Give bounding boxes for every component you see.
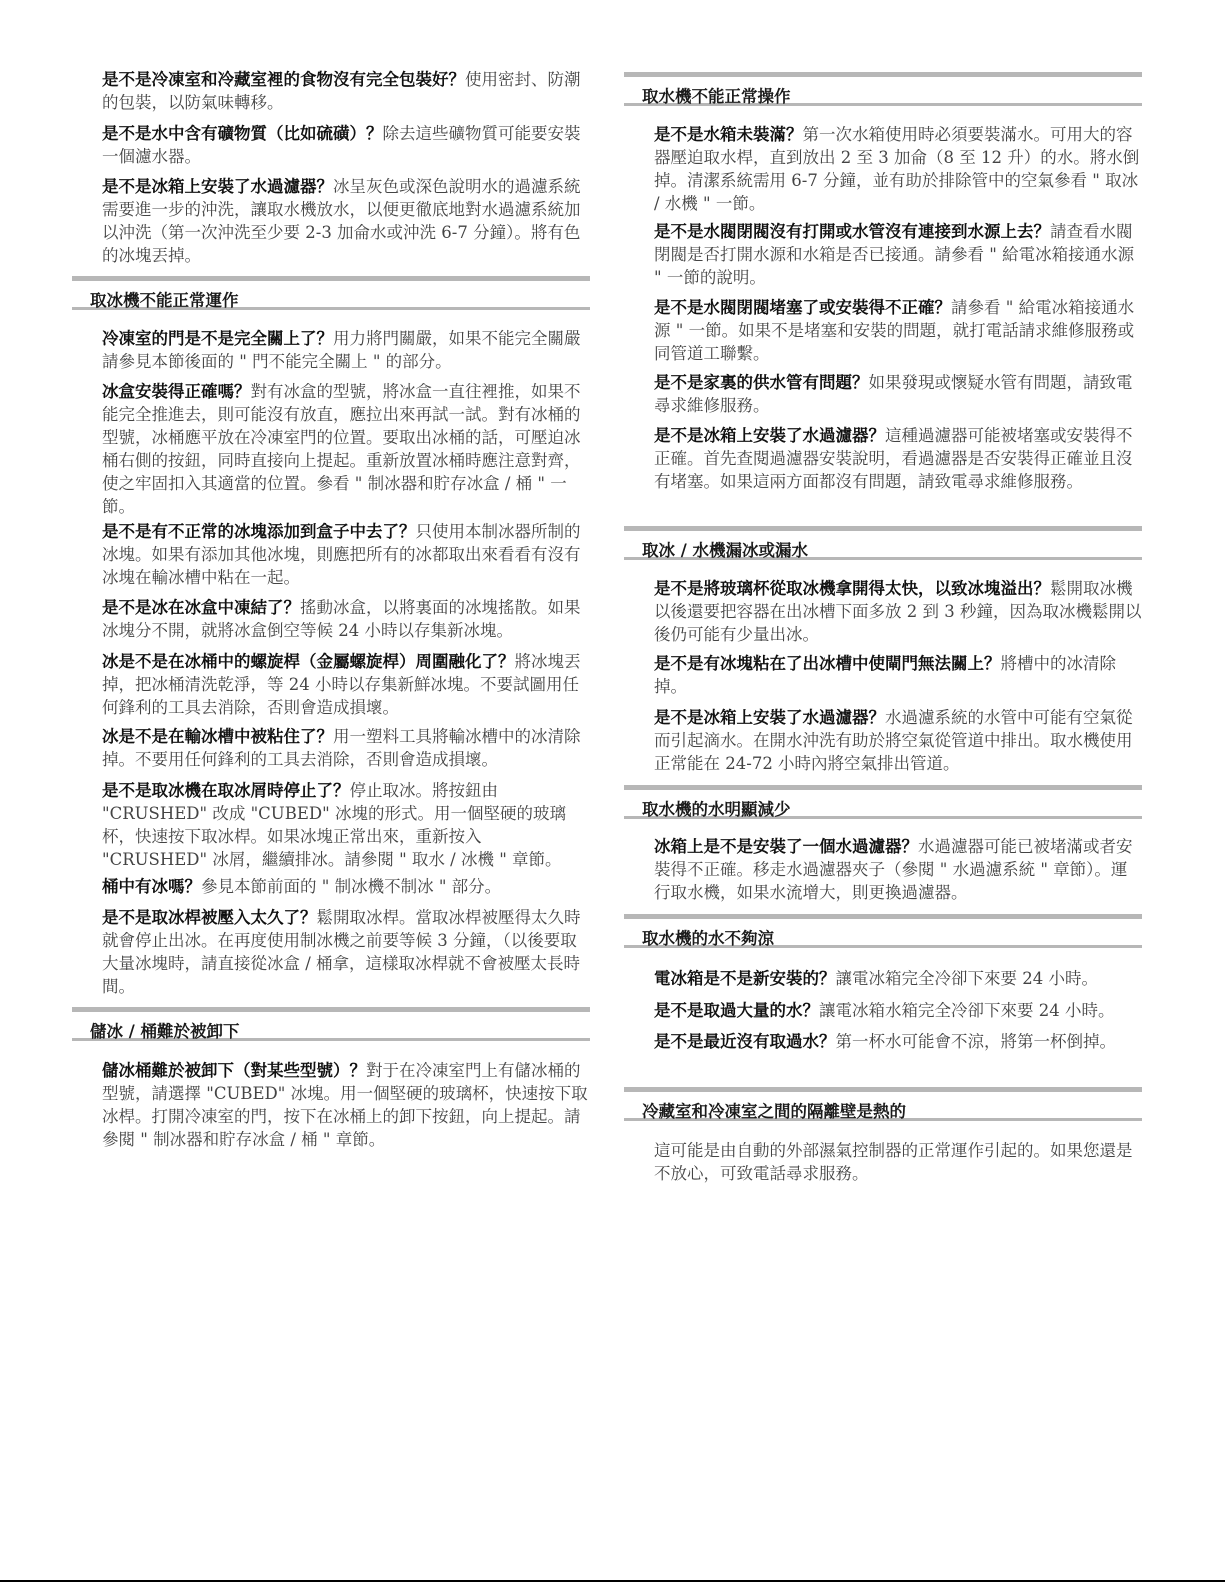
- faq-question: 是不是家裏的供水管有問題？: [654, 373, 869, 392]
- faq-question: 是不是水閥閉閥堵塞了或安裝得不正確？: [654, 298, 951, 317]
- faq-question: 是不是取過大量的水？: [654, 1001, 819, 1020]
- faq-question: 冰箱上是不是安裝了一個水過濾器？: [654, 837, 918, 856]
- faq-answer: 參見本節前面的 " 制冰機不制冰 " 部分。: [201, 877, 502, 896]
- faq-question: 電冰箱是不是新安裝的？: [654, 969, 836, 988]
- faq-item: [102, 725, 590, 771]
- faq-question: 冰盒安裝得正確嗎？: [102, 382, 251, 401]
- faq-item: [102, 68, 590, 114]
- faq-answer: 讓電冰箱完全冷卻下來要 24 小時。: [835, 969, 1098, 988]
- faq-answer: 讓電冰箱水箱完全冷卻下來要 24 小時。: [819, 1001, 1115, 1020]
- section-header-ice-bucket: [72, 1007, 590, 1041]
- faq-item: [102, 122, 590, 168]
- faq-answer: 鬆開取冰桿。當取冰桿被壓得太久時就會停止出冰。在再度使用制冰機之前要等候 3 分鐘，（以後要取大量冰塊時，請直接從冰盒 / 桶拿，這樣取冰桿就不會被壓太長時間。: [102, 908, 581, 996]
- faq-item: [654, 371, 1142, 417]
- faq-answer: 這種過濾器可能被堵塞或安裝得不正確。首先查閱過濾器安裝說明，看過濾器是否安裝得正確並且沒有堵塞。如果這兩方面都沒有問題，請致電尋求維修服務。: [654, 426, 1133, 491]
- faq-item: [102, 650, 590, 719]
- section-header-reduced-water: [624, 785, 1142, 819]
- faq-item: [654, 577, 1142, 646]
- faq-answer: 停止取冰。將按鈕由 "CRUSHED" 改成 "CUBED" 冰塊的形式。用一個堅硬的玻璃杯，快速按下取冰桿。如果冰塊正常出來，重新按入 "CRUSHED" 冰屑，繼續排冰。請參閱 " 取水 / 冰機 " 章節。: [102, 781, 566, 869]
- faq-item: [102, 380, 590, 518]
- faq-item: [102, 175, 590, 267]
- faq-answer: 搖動冰盒，以將裏面的冰塊搖散。如果冰塊分不開，就將冰盒倒空等候 24 小時以存集新冰塊。: [102, 598, 581, 640]
- faq-item: [102, 327, 590, 373]
- faq-item: [654, 1139, 1142, 1185]
- faq-answer: 請參看 " 給電冰箱接通水源 " 一節。如果不是堵塞和安裝的問題，就打電話請求維修服務或同管道工聯繫。: [654, 298, 1135, 363]
- faq-item: [654, 424, 1142, 493]
- section-title: 取冰 / 水機漏冰或漏水: [642, 541, 809, 560]
- section-header-ice-dispenser: [72, 276, 590, 310]
- faq-item: [654, 706, 1142, 775]
- faq-question: 是不是冰箱上安裝了水過濾器？: [654, 426, 885, 445]
- faq-question: 冷凍室的門是不是完全關上了？: [102, 329, 333, 348]
- faq-answer: 使用密封、防潮的包裝，以防氣味轉移。: [102, 70, 581, 112]
- faq-answer: 對有冰盒的型號，將冰盒一直往裡推，如果不能完全推進去，則可能沒有放直，應拉出來再試一試。對有冰桶的型號，冰桶應平放在冷凍室門的位置。要取出冰桶的話，可壓迫冰桶右側的按鈕，同時直接向上提起。重新放置冰桶時應注意對齊，使之牢固扣入其適當的位置。參看 " 制冰器和貯存冰盒 / 桶 " 一節。: [102, 382, 581, 516]
- faq-question: 是不是冰在冰盒中凍結了？: [102, 598, 300, 617]
- faq-item: [654, 999, 1142, 1022]
- faq-item: [654, 123, 1142, 215]
- faq-item: [102, 875, 590, 898]
- section-title: 儲冰 / 桶難於被卸下: [90, 1022, 240, 1041]
- section-header-water-dispenser: [624, 72, 1142, 106]
- faq-answer: 將槽中的冰清除掉。: [654, 654, 1116, 696]
- faq-question: 是不是冰箱上安裝了水過濾器？: [654, 708, 885, 727]
- faq-answer: 水過濾器可能已被堵滿或者安裝得不正確。移走水過濾器夾子（參閱 " 水過濾系統 " 章節）。運行取水機，如果水流增大，則更換過濾器。: [654, 837, 1133, 902]
- faq-answer: 鬆開取冰機以後還要把容器在出冰槽下面多放 2 到 3 秒鐘，因為取冰機鬆開以後仍可能有少量出冰。: [654, 579, 1142, 644]
- faq-question: 是不是最近沒有取過水？: [654, 1032, 836, 1051]
- faq-question: 是不是冰箱上安裝了水過濾器？: [102, 177, 333, 196]
- faq-answer: 第一杯水可能會不涼，將第一杯倒掉。: [835, 1032, 1116, 1051]
- faq-answer: 這可能是由自動的外部濕氣控制器的正常運作引起的。如果您還是不放心，可致電話尋求服務。: [654, 1141, 1133, 1183]
- faq-answer: 對于在冷凍室門上有儲冰桶的型號，請選擇 "CUBED" 冰塊。用一個堅硬的玻璃杯，快速按下取冰桿。打開冷凍室的門，按下在冰桶上的卸下按鈕，向上提起。請參閱 " 制冰器和貯存冰盒 / 桶 " 章節。: [102, 1061, 588, 1149]
- faq-item: [654, 652, 1142, 698]
- faq-question: 是不是將玻璃杯從取冰機拿開得太快，以致冰塊溢出？: [654, 579, 1050, 598]
- faq-answer: 用一塑料工具將輸冰槽中的冰清除掉。不要用任何鋒利的工具去消除，否則會造成損壞。: [102, 727, 581, 769]
- faq-question: 桶中有冰嗎？: [102, 877, 201, 896]
- faq-item: [102, 520, 590, 589]
- faq-answer: 如果發現或懷疑水管有問題，請致電尋求維修服務。: [654, 373, 1133, 415]
- faq-question: 是不是有冰塊粘在了出冰槽中使閘門無法關上？: [654, 654, 1001, 673]
- faq-question: 是不是冷凍室和冷藏室裡的食物沒有完全包裝好？: [102, 70, 465, 89]
- section-title: 取冰機不能正常運作: [90, 291, 239, 310]
- page-bottom-rule: [0, 1580, 1225, 1582]
- faq-answer: 將冰塊丟掉，把冰桶清洗乾淨，等 24 小時以存集新鮮冰塊。不要試圖用任何鋒利的工具去消除，否則會造成損壞。: [102, 652, 581, 717]
- section-title: 取水機的水明顯減少: [642, 800, 791, 819]
- faq-answer: 冰呈灰色或深色說明水的過濾系統需要進一步的沖洗，讓取水機放水，以便更徹底地對水過濾系統加以沖洗（第一次沖洗至少要 2-3 加侖水或沖洗 6-7 分鐘）。將有色的冰塊丟掉。: [102, 177, 581, 265]
- faq-answer: 第一次水箱使用時必須要裝滿水。可用大的容器壓迫取水桿，直到放出 2 至 3 加侖（8 至 12 升）的水。將水倒掉。清潔系統需用 6-7 分鐘，並有助於排除管中的空氣參看 " 取冰 / 水機 " 一節。: [654, 125, 1140, 213]
- section-header-water-not-cold: [624, 914, 1142, 948]
- faq-question: 是不是水閥閉閥沒有打開或水管沒有連接到水源上去？: [654, 222, 1050, 241]
- faq-question: 是不是有不正常的冰塊添加到盒子中去了？: [102, 522, 416, 541]
- faq-question: 是不是水中含有礦物質（比如硫磺）？: [102, 124, 383, 143]
- faq-question: 是不是取冰桿被壓入太久了？: [102, 908, 317, 927]
- faq-question: 是不是取冰機在取冰屑時停止了？: [102, 781, 350, 800]
- faq-answer: 只使用本制冰器所制的冰塊。如果有添加其他冰塊，則應把所有的冰都取出來看看有沒有冰塊在輸冰槽中粘在一起。: [102, 522, 581, 587]
- faq-item: [654, 296, 1142, 365]
- faq-item: [654, 220, 1142, 289]
- faq-answer: 用力將門關嚴，如果不能完全關嚴請參見本節後面的 " 門不能完全關上 " 的部分。: [102, 329, 581, 371]
- section-header-warm-divider: [624, 1087, 1142, 1121]
- section-title: 冷藏室和冷凍室之間的隔離壁是熱的: [642, 1102, 906, 1121]
- faq-question: 冰是不是在冰桶中的螺旋桿（金屬螺旋桿）周圍融化了？: [102, 652, 515, 671]
- faq-item: [654, 835, 1142, 904]
- faq-answer: 除去這些礦物質可能要安裝一個濾水器。: [102, 124, 581, 166]
- faq-item: [102, 779, 590, 871]
- faq-item: [654, 1030, 1142, 1053]
- faq-question: 冰是不是在輸冰槽中被粘住了？: [102, 727, 333, 746]
- faq-answer: 水過濾系統的水管中可能有空氣從而引起滴水。在開水沖洗有助於將空氣從管道中排出。取水機使用正常能在 24-72 小時內將空氣排出管道。: [654, 708, 1133, 773]
- section-header-leaks: [624, 526, 1142, 560]
- faq-answer: 請查看水閥閉閥是否打開水源和水箱是否已接通。請參看 " 給電冰箱接通水源 " 一節的說明。: [654, 222, 1135, 287]
- section-title: 取水機不能正常操作: [642, 87, 791, 106]
- faq-item: [102, 906, 590, 998]
- faq-item: [102, 1059, 590, 1151]
- faq-item: [654, 967, 1142, 990]
- faq-item: [102, 596, 590, 642]
- faq-question: 是不是水箱未裝滿？: [654, 125, 803, 144]
- section-title: 取水機的水不夠涼: [642, 929, 774, 948]
- faq-question: 儲冰桶難於被卸下（對某些型號）？: [102, 1061, 366, 1080]
